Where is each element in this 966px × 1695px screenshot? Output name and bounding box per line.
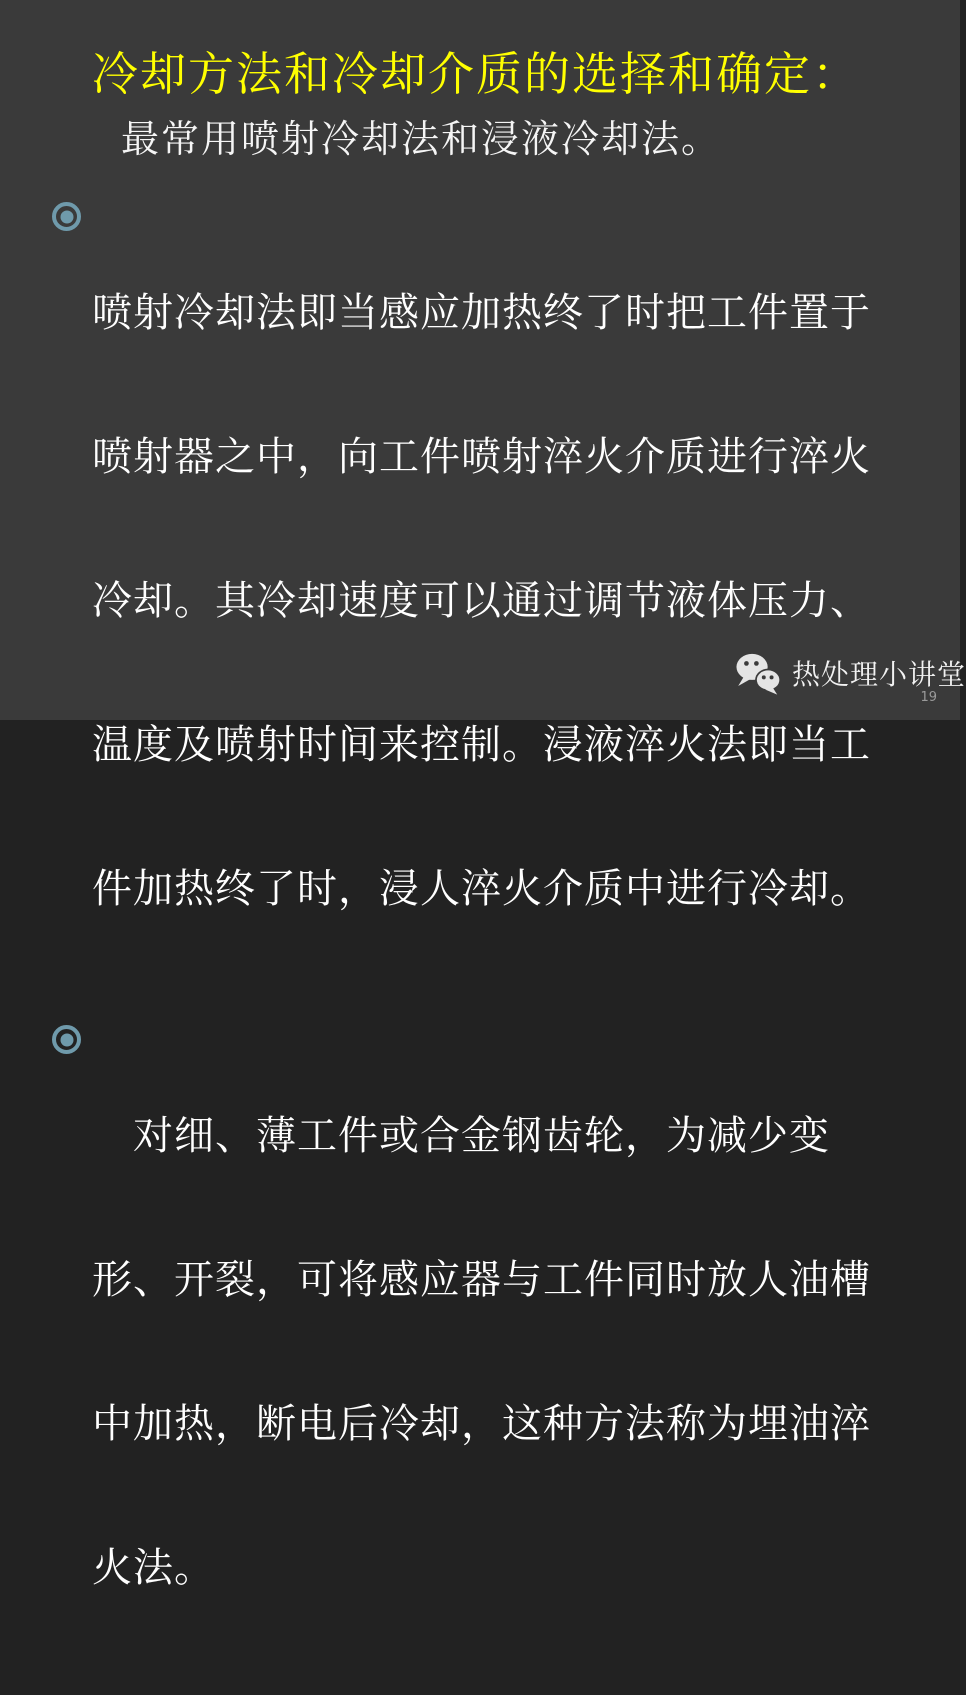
- page-number: 19: [920, 690, 937, 705]
- bullet-text-line: 形、开裂，可将感应器与工件同时放人油槽: [92, 1257, 871, 1303]
- page-title: 冷却方法和冷却介质的选择和确定：: [92, 47, 860, 101]
- bullet-text-line: 对细、薄工件或合金钢齿轮，为减少变: [92, 1113, 830, 1159]
- bullet-text-line: 中加热，断电后冷却，这种方法称为埋油淬: [92, 1401, 871, 1447]
- bullet-text-line: 件加热终了时，浸人淬火介质中进行冷却。: [92, 866, 871, 912]
- bullet-icon: [52, 1025, 81, 1054]
- wechat-icon: [733, 650, 785, 696]
- bullet-text-line: 温度及喷射时间来控制。浸液淬火法即当工: [92, 722, 871, 768]
- brand-text: 热处理小讲堂: [792, 658, 966, 691]
- page-subtitle: 最常用喷射冷却法和浸液冷却法。: [121, 117, 722, 161]
- bullet-item-1: [52, 193, 932, 1009]
- bullet-text-line: 冷却。其冷却速度可以通过调节液体压力、: [92, 578, 871, 624]
- bullet-text-1: [92, 193, 871, 1009]
- bullet-text-line: 火法。: [92, 1545, 215, 1591]
- bullet-item-2: [52, 1016, 932, 1688]
- bullet-text-2: [92, 1016, 871, 1688]
- bullet-text-line: 喷射器之中，向工件喷射淬火介质进行淬火: [92, 434, 871, 480]
- bullet-list: [52, 193, 932, 1695]
- bullet-icon: [52, 202, 81, 231]
- bullet-text-line: 喷射冷却法即当感应加热终了时把工件置于: [92, 290, 871, 336]
